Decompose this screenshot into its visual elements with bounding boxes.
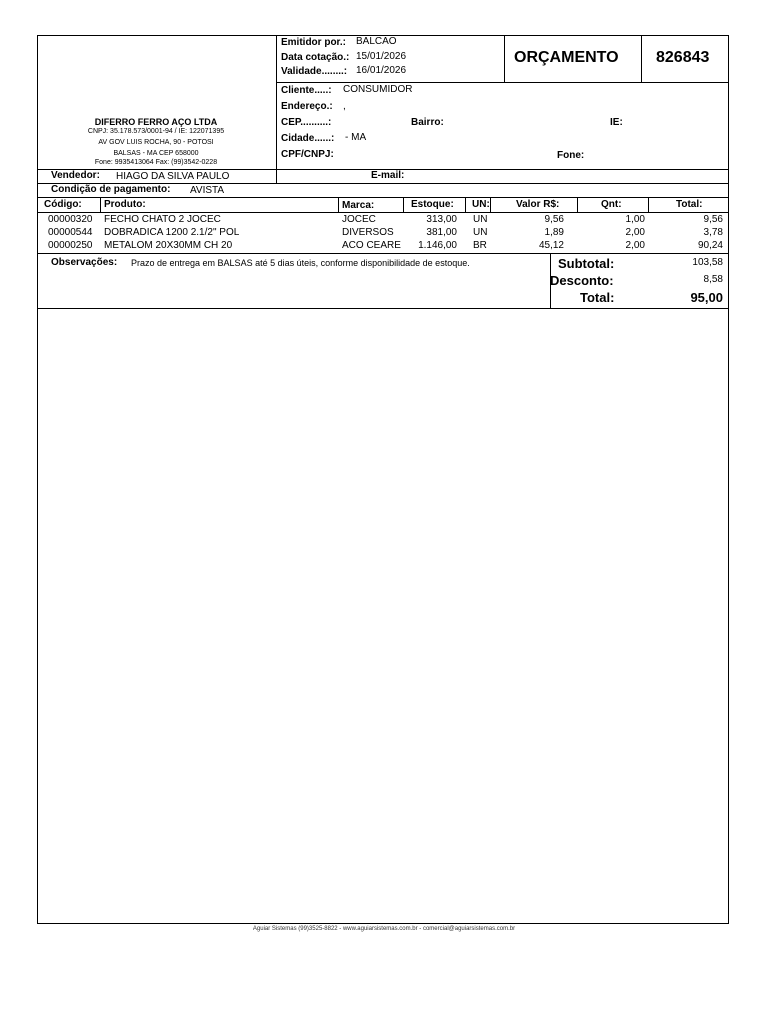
email-label: E-mail: [371, 170, 405, 181]
row-brand: ACO CEARE [342, 240, 401, 251]
divider [338, 197, 339, 212]
col-unit: UN: [472, 199, 490, 210]
bairro-label: Bairro: [411, 117, 444, 128]
seller-value: HIAGO DA SILVA PAULO [116, 171, 230, 182]
row-unit: UN [473, 227, 488, 238]
divider [490, 197, 491, 212]
footer-text: Aguiar Sistemas (99)3525-8822 - www.aguiarsistemas.com.br - comercial@aguiarsistemas.com.br [252, 926, 516, 932]
row-product: METALOM 20X30MM CH 20 [104, 240, 233, 251]
col-price: Valor R$: [516, 199, 560, 210]
row-brand: DIVERSOS [342, 227, 394, 238]
row-qty: 2,00 [625, 240, 645, 251]
divider [504, 35, 505, 82]
row-code: 00000544 [48, 227, 93, 238]
row-stock: 313,00 [426, 214, 457, 225]
document-title: ORÇAMENTO [514, 49, 619, 66]
address-value: , [343, 101, 346, 112]
payment-label: Condição de pagamento: [51, 184, 171, 195]
divider [577, 197, 578, 212]
row-total: 9,56 [703, 214, 723, 225]
quote-date-value: 15/01/2026 [356, 51, 407, 62]
row-qty: 1,00 [625, 214, 645, 225]
row-brand: JOCEC [342, 214, 376, 225]
company-cnpj: CNPJ: 35.178.573/0001-94 / IE: 122071395 [87, 128, 225, 135]
client-label: Cliente.....: [281, 85, 332, 96]
row-total: 3,78 [703, 227, 723, 238]
row-code: 00000250 [48, 240, 93, 251]
payment-value: AVISTA [190, 185, 225, 196]
total-value: 95,00 [690, 290, 723, 305]
divider [641, 35, 642, 82]
phone-label: Fone: [557, 150, 585, 161]
validity-value: 16/01/2026 [356, 65, 407, 76]
row-total: 90,24 [697, 240, 723, 251]
col-qty: Qnt: [601, 199, 622, 210]
row-stock: 381,00 [426, 227, 457, 238]
divider [648, 197, 649, 212]
row-qty: 2,00 [625, 227, 645, 238]
observations-label: Observações: [51, 257, 118, 268]
divider [100, 197, 101, 212]
cpf-label: CPF/CNPJ: [281, 149, 334, 160]
company-address: AV GOV LUIS ROCHA, 90 - POTOSI [98, 139, 214, 146]
divider [403, 197, 404, 212]
row-product: DOBRADICA 1200 2.1/2" POL [104, 227, 240, 238]
subtotal-value: 103,58 [692, 257, 723, 268]
discount-value: 8,58 [703, 274, 723, 285]
col-total: Total: [676, 199, 703, 210]
total-label: Total: [580, 290, 615, 305]
row-price: 9,56 [544, 214, 564, 225]
divider [276, 35, 277, 183]
discount-label: Desconto: [550, 273, 614, 288]
row-price: 45,12 [538, 240, 564, 251]
observations-text: Prazo de entrega em BALSAS até 5 dias úteis, conforme disponibilidade de estoque. [131, 258, 470, 268]
row-product: FECHO CHATO 2 JOCEC [104, 214, 221, 225]
divider [276, 82, 729, 83]
row-code: 00000320 [48, 214, 93, 225]
emitter-label: Emitidor por.: [281, 37, 346, 48]
company-city: BALSAS - MA CEP 658000 [113, 150, 199, 157]
city-label: Cidade......: [281, 133, 335, 144]
divider [465, 197, 466, 212]
row-unit: BR [473, 240, 487, 251]
divider [37, 197, 729, 198]
row-unit: UN [473, 214, 488, 225]
ie-label: IE: [610, 117, 623, 128]
seller-label: Vendedor: [51, 170, 100, 181]
cep-label: CEP..........: [281, 117, 332, 128]
divider [37, 308, 729, 309]
divider [37, 212, 729, 213]
col-code: Código: [44, 199, 82, 210]
company-phones: Fone: 9935413064 Fax: (99)3542-0228 [94, 159, 218, 166]
col-product: Produto: [104, 199, 146, 210]
emitter-value: BALCAO [356, 36, 397, 47]
document-number: 826843 [656, 49, 710, 66]
address-label: Endereço.: [281, 101, 333, 112]
row-stock: 1.146,00 [418, 240, 457, 251]
row-price: 1,89 [544, 227, 564, 238]
quote-date-label: Data cotação.: [281, 52, 350, 63]
city-value: - MA [345, 132, 367, 143]
divider [37, 253, 729, 254]
client-value: CONSUMIDOR [343, 84, 413, 95]
subtotal-label: Subtotal: [558, 256, 615, 271]
validity-label: Validade........: [281, 66, 348, 77]
company-name: DIFERRO FERRO AÇO LTDA [94, 117, 218, 127]
col-brand: Marca: [342, 200, 375, 211]
col-stock: Estoque: [411, 199, 454, 210]
